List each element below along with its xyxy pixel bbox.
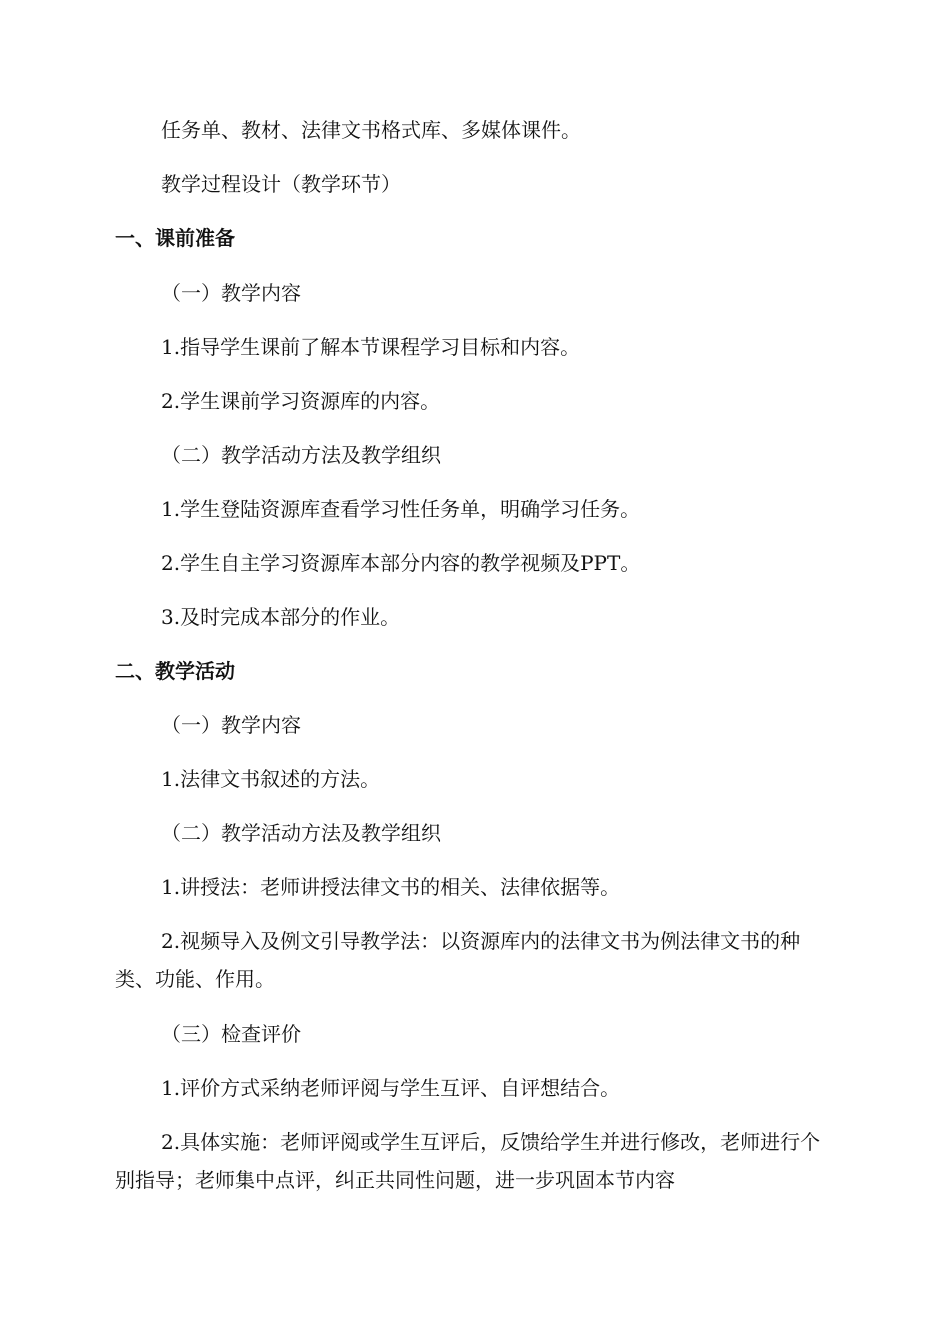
section-heading-preparation: 一、课前准备 <box>115 226 235 250</box>
section-heading-activities: 二、教学活动 <box>115 659 235 683</box>
subheading-teaching-content: （一）教学内容 <box>161 713 301 737</box>
list-item: 1.法律文书叙述的方法。 <box>161 767 381 791</box>
paragraph-video-method: 2.视频导入及例文引导教学法：以资源库内的法律文书为例法律文书的种类、功能、作用。 <box>115 929 801 991</box>
list-item: 1.指导学生课前了解本节课程学习目标和内容。 <box>161 335 581 359</box>
subheading-evaluation: （三）检查评价 <box>161 1022 301 1046</box>
list-item: 3.及时完成本部分的作业。 <box>161 605 401 629</box>
intro-line-process-design: 教学过程设计（教学环节） <box>161 172 401 196</box>
list-item: 2.学生自主学习资源库本部分内容的教学视频及PPT。 <box>161 551 641 575</box>
list-item: 1.讲授法：老师讲授法律文书的相关、法律依据等。 <box>161 875 621 899</box>
list-item: 1.评价方式采纳老师评阅与学生互评、自评想结合。 <box>161 1076 621 1100</box>
list-item: 1.学生登陆资源库查看学习性任务单，明确学习任务。 <box>161 497 641 521</box>
list-item: 2.学生课前学习资源库的内容。 <box>161 389 441 413</box>
subheading-activity-methods: （二）教学活动方法及教学组织 <box>161 443 441 467</box>
paragraph-implementation: 2.具体实施：老师评阅或学生互评后，反馈给学生并进行修改，老师进行个别指导；老师集中点评，纠正共同性问题，进一步巩固本节内容 <box>115 1130 821 1192</box>
subheading-activity-methods: （二）教学活动方法及教学组织 <box>161 821 441 845</box>
intro-line-materials: 任务单、教材、法律文书格式库、多媒体课件。 <box>161 118 581 142</box>
subheading-teaching-content: （一）教学内容 <box>161 281 301 305</box>
